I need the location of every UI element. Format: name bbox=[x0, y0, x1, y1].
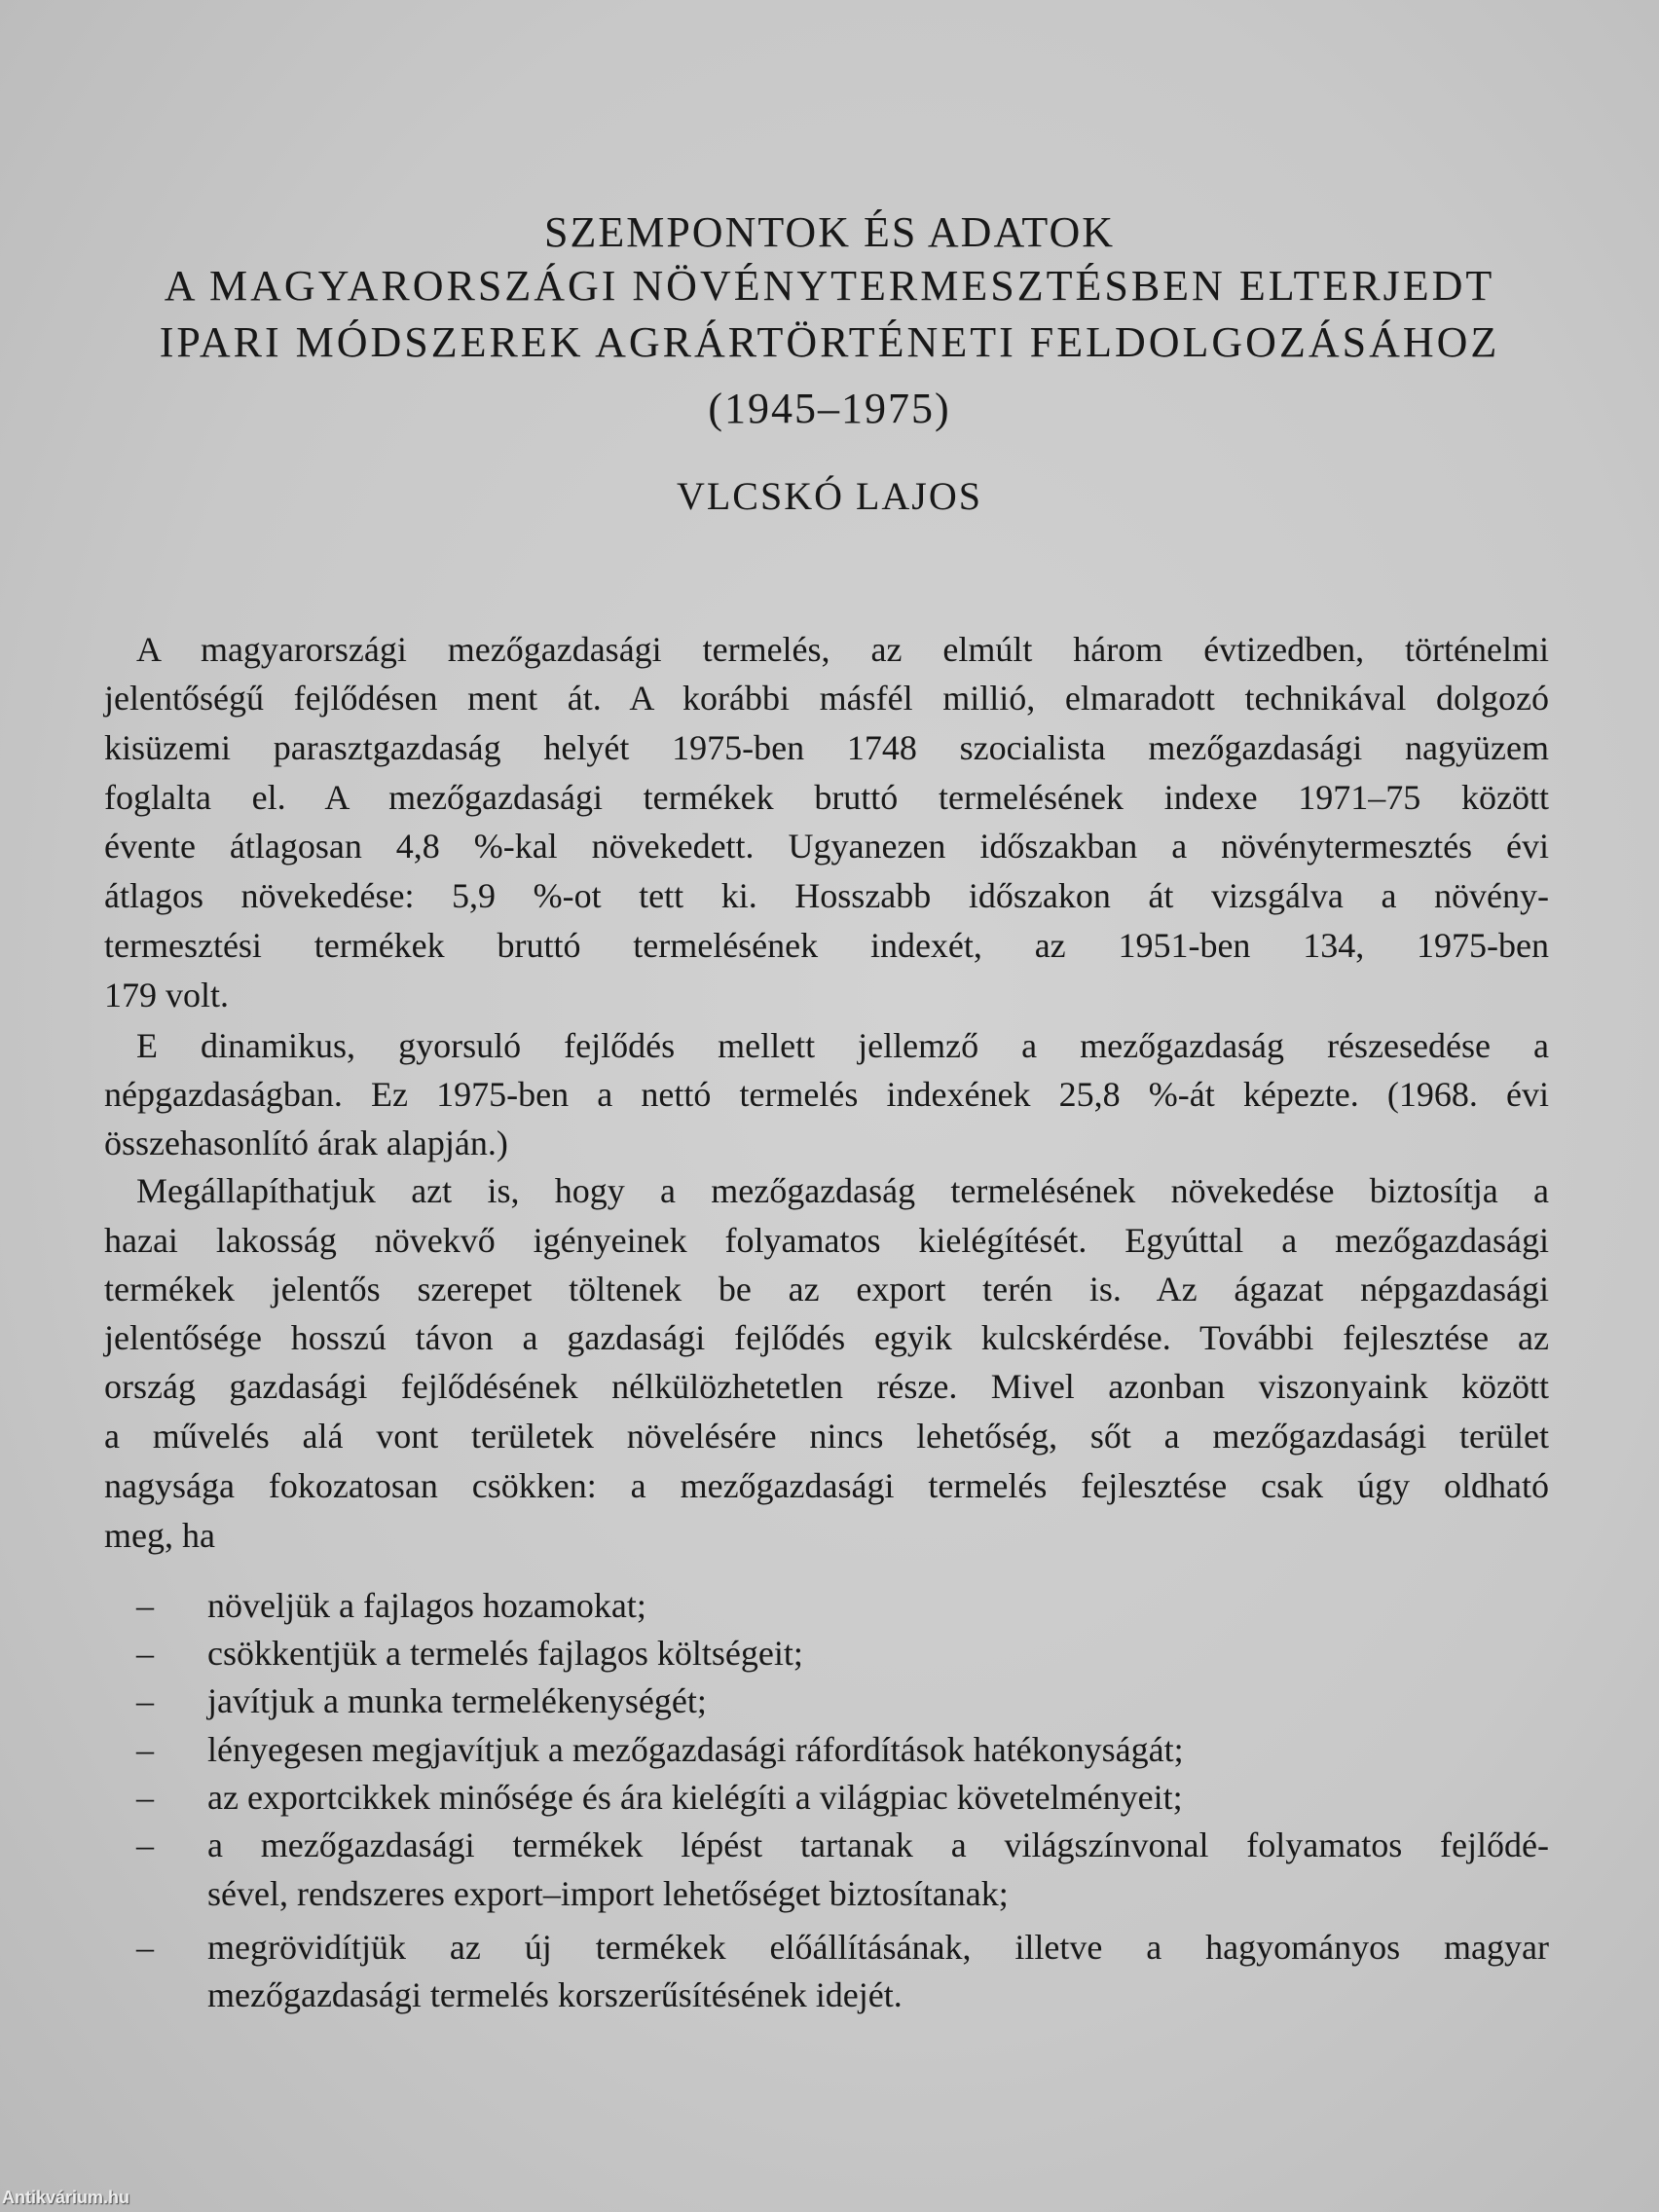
title-line-3: IPARI MÓDSZEREK AGRÁRTÖRTÉNETI FELDOLGOZÁSÁHOZ bbox=[159, 318, 1500, 366]
paragraph-line: évente átlagosan 4,8 %-kal növekedett. Ugyanezen időszakban a növénytermesztés évi bbox=[104, 827, 1549, 866]
list-item: megrövidítjük az új termékek előállításának, illetve a hagyományos magyar bbox=[207, 1927, 1549, 1967]
list-bullet-dash: – bbox=[136, 1927, 154, 1967]
list-bullet-dash: – bbox=[136, 1729, 154, 1769]
paragraph-line: átlagos növekedése: 5,9 %-ot tett ki. Hosszabb időszakon át vizsgálva a növény- bbox=[104, 876, 1549, 916]
paragraph-line: hazai lakosság növekvő igényeinek folyamatos kielégítését. Egyúttal a mezőgazdasági bbox=[104, 1220, 1549, 1260]
list-item: sével, rendszeres export–import lehetőséget biztosítanak; bbox=[207, 1873, 1009, 1913]
title-years: (1945–1975) bbox=[708, 385, 951, 432]
paragraph-line: Megállapíthatjuk azt is, hogy a mezőgazdaság termelésének növekedése biztosítja a bbox=[136, 1170, 1549, 1210]
list-bullet-dash: – bbox=[136, 1634, 154, 1674]
paragraph-line: a művelés alá vont területek növelésére nincs lehetőség, sőt a mezőgazdasági terület bbox=[104, 1417, 1549, 1456]
list-bullet-dash: – bbox=[136, 1585, 154, 1625]
paragraph-line: jelentősége hosszú távon a gazdasági fejlődés egyik kulcskérdése. További fejlesztése az bbox=[104, 1317, 1549, 1357]
paragraph-line: termesztési termékek bruttó termelésének indexét, az 1951-ben 134, 1975-ben bbox=[104, 925, 1549, 965]
list-bullet-dash: – bbox=[136, 1778, 154, 1818]
watermark: Antikvárium.hu bbox=[2, 2188, 130, 2207]
list-bullet-dash: – bbox=[136, 1825, 154, 1865]
paragraph-line: foglalta el. A mezőgazdasági termékek bruttó termelésének indexe 1971–75 között bbox=[104, 777, 1549, 817]
paragraph-line: A magyarországi mezőgazdasági termelés, az elmúlt három évtizedben, történelmi bbox=[136, 629, 1549, 669]
paragraph-line: E dinamikus, gyorsuló fejlődés mellett jellemző a mezőgazdaság részesedése a bbox=[136, 1025, 1549, 1065]
list-item: mezőgazdasági termelés korszerűsítésének idejét. bbox=[207, 1974, 903, 2014]
paragraph-line: nagysága fokozatosan csökken: a mezőgazdasági termelés fejlesztése csak úgy oldható bbox=[104, 1465, 1549, 1505]
title-line-1: SZEMPONTOK ÉS ADATOK bbox=[543, 208, 1115, 256]
paragraph-line: kisüzemi parasztgazdaság helyét 1975-ben 1748 szocialista mezőgazdasági nagyüzem bbox=[104, 727, 1549, 767]
list-item: lényegesen megjavítjuk a mezőgazdasági ráfordítások hatékonyságát; bbox=[207, 1729, 1184, 1769]
paragraph-line: népgazdaságban. Ez 1975-ben a nettó termelés indexének 25,8 %-át képezte. (1968. évi bbox=[104, 1075, 1549, 1115]
paragraph-line: termékek jelentős szerepet töltenek be az export terén is. Az ágazat népgazdasági bbox=[104, 1270, 1549, 1309]
list-item: a mezőgazdasági termékek lépést tartanak a világszínvonal folyamatos fejlődé- bbox=[207, 1825, 1549, 1865]
paragraph-line: 179 volt. bbox=[104, 975, 230, 1014]
list-bullet-dash: – bbox=[136, 1681, 154, 1721]
list-item: csökkentjük a termelés fajlagos költségeit; bbox=[207, 1634, 803, 1674]
list-item: az exportcikkek minősége és ára kielégíti a világpiac követelményeit; bbox=[207, 1778, 1183, 1818]
paragraph-line: meg, ha bbox=[104, 1515, 215, 1555]
paragraph-line: ország gazdasági fejlődésének nélkülözhetetlen része. Mivel azonban viszonyaink között bbox=[104, 1367, 1549, 1407]
title-line-2: A MAGYARORSZÁGI NÖVÉNYTERMESZTÉSBEN ELTERJEDT bbox=[164, 262, 1495, 310]
paragraph-line: jelentőségű fejlődésen ment át. A korábbi másfél millió, elmaradott technikával dolgozó bbox=[104, 679, 1549, 719]
paragraph-line: összehasonlító árak alapján.) bbox=[104, 1123, 508, 1162]
list-item: növeljük a fajlagos hozamokat; bbox=[207, 1585, 646, 1625]
author: VLCSKÓ LAJOS bbox=[676, 474, 983, 518]
list-item: javítjuk a munka termelékenységét; bbox=[207, 1681, 707, 1721]
